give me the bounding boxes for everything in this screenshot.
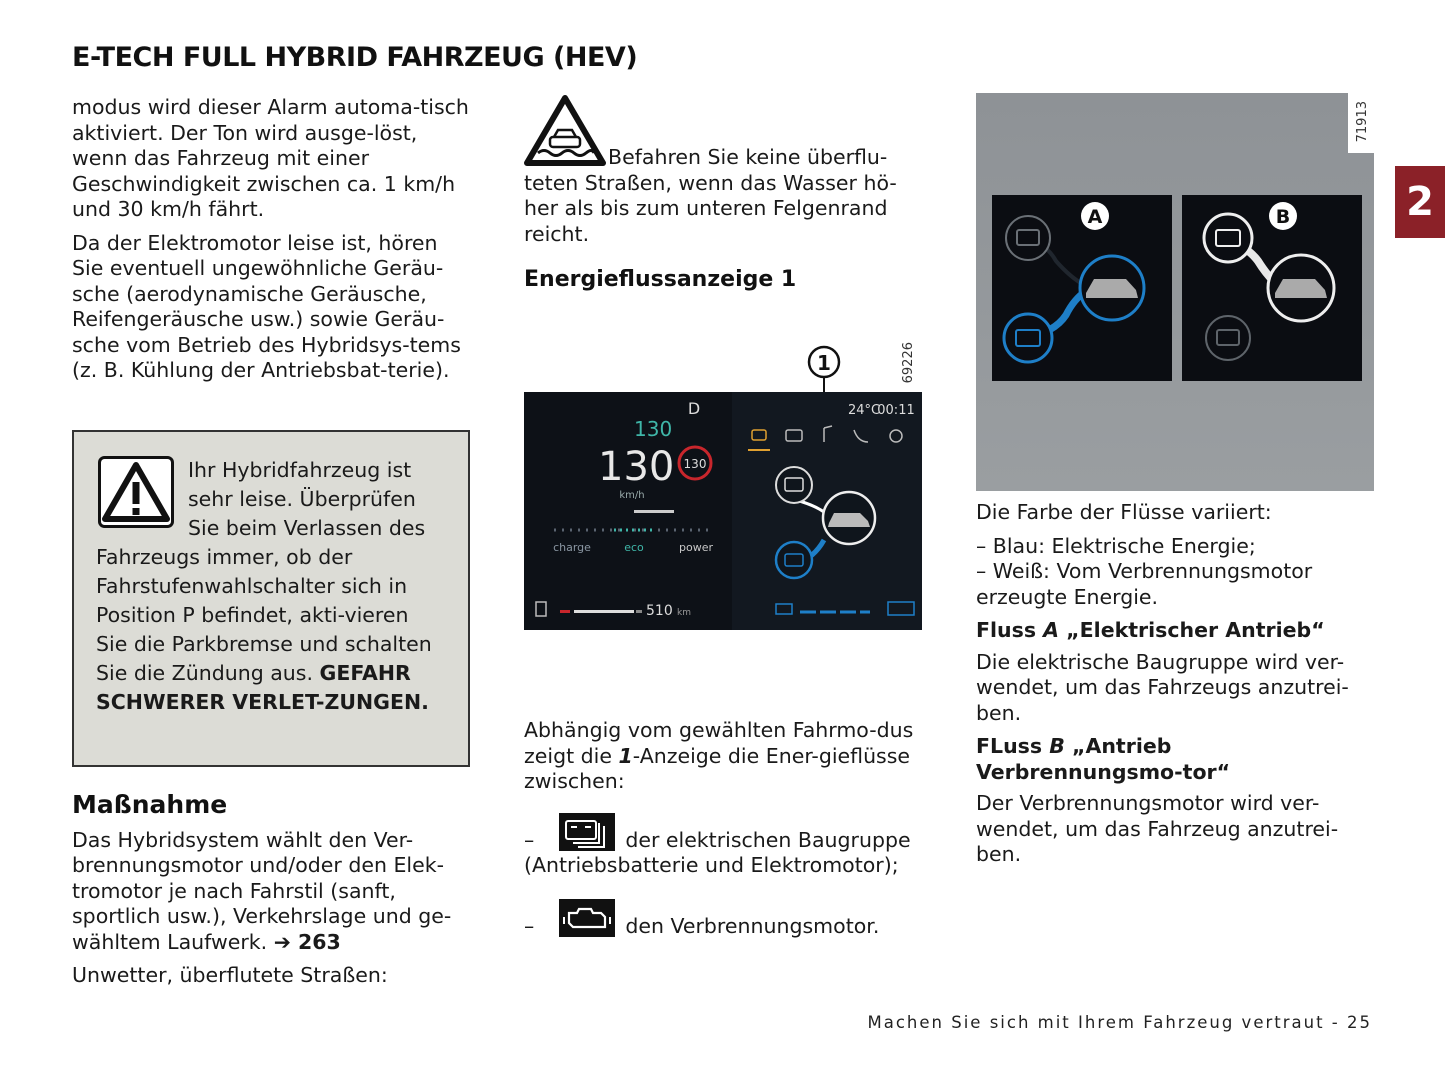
column-3 [976,500,1376,876]
warning-text: Ihr Hybridfahrzeug ist sehr leise. Überprüfen Sie beim Verlassen des Fahrzeugs immer, ob der Fahrstufenwahlschalter sich in Position P befindet, akti-vieren Sie die Parkbremse und schalten Sie die Zündung aus. [96,458,432,685]
temperature-value: 24°C [847,403,881,418]
eco-label: eco [624,541,644,554]
energy-flow-dashboard-figure [524,320,922,632]
panel-a-label: A [1087,206,1103,228]
page-title: E-TECH FULL HYBRID FAHRZEUG (HEV) [72,42,638,73]
heading-flow-a: Fluss A „Elektrischer Antrieb“ [976,618,1325,642]
engine-node-circle [776,467,812,503]
speed-value: 130 [598,444,675,490]
heading-massnahme: Maßnahme [72,790,228,819]
warning-danger-text: GEFAHR SCHWERER VERLET-ZUNGEN. [96,661,429,714]
panel-b-label: B [1275,206,1291,228]
range-value: 510 [646,603,673,619]
column-2 [524,95,924,293]
speed-sign-value: 130 [683,457,707,471]
time-value: 00:11 [877,403,915,418]
list-item-combustion: – den Verbrennungsmotor. [524,899,924,940]
paragraph-flow-b: Der Verbrennungsmotor wird ver-wendet, um das Fahrzeug anzutrei-ben. [976,791,1339,866]
paragraph-energy-intro: Abhängig vom gewählten Fahrmo-dus zeigt die 1-Anzeige die Ener-gieflüsse zwischen: [524,718,914,793]
battery-icon [559,813,615,851]
paragraph-hybrid-system [72,828,472,956]
chapter-tab: 2 [1395,166,1445,238]
flow-modes-photo-figure [976,93,1374,491]
page-reference-link[interactable]: ➔ 263 [273,929,341,954]
list-item-electric: – der elektrischen Baugruppe (Antriebsbatterie und Elektromotor); [524,813,924,879]
battery-node-circle [776,542,812,578]
warning-triangle-icon [98,456,174,528]
callout-number: 1 [817,351,831,375]
flood-warning-text: Befahren Sie keine überflu-teten Straßen, wenn das Wasser hö-her als bis zum unteren Felgenrand reicht. [524,145,897,246]
paragraph-flow-colors: Die Farbe der Flüsse variiert: [976,500,1272,524]
paragraph-alarm: modus wird dieser Alarm automa-tisch aktiviert. Der Ton wird ausge-löst, wenn das Fahrzeug mit einer Geschwindigkeit zwischen ca. 1 km/h und 30 km/h fährt. [72,95,469,221]
engine-icon [559,899,615,937]
figure-number: 69226 [901,342,916,384]
heading-energy-flow: Energieflussanzeige 1 [524,267,797,292]
flood-warning [524,95,924,247]
column-1 [72,95,472,392]
flooded-road-warning-icon [524,95,606,167]
warning-box [72,430,470,767]
power-label: power [679,541,713,554]
paragraph-weather: Unwetter, überflutete Straßen: [72,963,388,987]
figure-callout-reference: 1 [618,743,633,768]
charge-label: charge [553,541,591,554]
list-item-white: – Weiß: Vom Verbrennungsmotor erzeugte Energie. [976,559,1313,609]
heading-flow-b: FLuss B „Antrieb Verbrennungsmo-tor“ [976,734,1231,784]
hybrid-system-text: Das Hybridsystem wählt den Ver-brennungsmotor und/oder den Elek-tromotor je nach Fahrstil (sanft, sportlich usw.), Verkehrslage und ge-wähltem Laufwerk. [72,827,452,954]
gear-indicator: D [687,399,701,418]
column-2-lower [524,718,924,939]
column-1-lower [72,792,472,997]
page-footer: Machen Sie sich mit Ihrem Fahrzeug vertraut - 25 [867,1013,1372,1032]
speed-unit: km/h [619,490,645,501]
speed-limit-value: 130 [634,417,673,441]
paragraph-noise: Da der Elektromotor leise ist, hören Sie eventuell ungewöhnliche Geräu-sche (aerodynamische Geräusche, Reifengeräusche usw.) sowie Geräu-sche vom Betrieb des Hybridsys-tems (z. B. Kühlung der Antriebsbat-terie). [72,230,461,382]
list-item-blue: – Blau: Elektrische Energie; [976,533,1256,558]
range-unit: km [677,608,691,618]
paragraph-flow-a: Die elektrische Baugruppe wird ver-wendet, um das Fahrzeugs anzutrei-ben. [976,649,1349,725]
photo-figure-number: 71913 [1355,101,1370,143]
